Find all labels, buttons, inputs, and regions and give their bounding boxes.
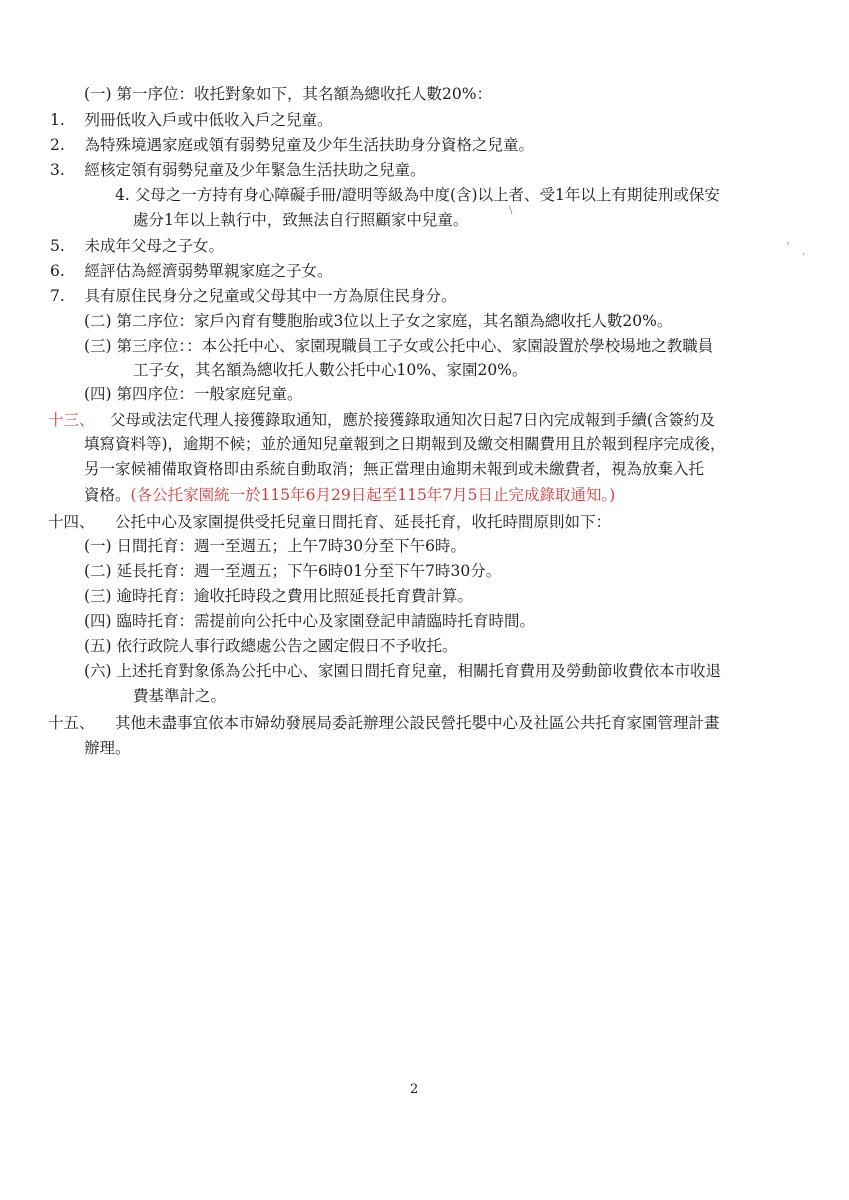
list-item-6: 6. 經評估為經濟弱勢單親家庭之子女。: [50, 262, 333, 280]
overtime-care: (三) 逾時托育：逾收托時段之費用比照延長托育費計算。: [84, 587, 474, 605]
care-fees-continued: 費基準計之。: [133, 687, 227, 705]
list-item-1: 1. 列冊低收入戶或中低收入戶之兒童。: [50, 111, 333, 129]
list-item-4: 4. 父母之一方持有身心障礙手冊/證明等級為中度(含)以上者、受1年以上有期徒刑或保安: [115, 186, 720, 204]
section-13-text-line-2: 填寫資料等)，逾期不候；並於通知兒童報到之日期報到及繳交相關費用且於報到程序完成後，: [84, 435, 726, 453]
section-13-eligibility-text: 資格。: [84, 486, 131, 504]
section-15-text: 其他未盡事宜依本市婦幼發展局委託辦理公設民營托嬰中心及社區公共托育家園管理計畫: [115, 714, 720, 732]
section-13-number: 十三、: [48, 411, 95, 429]
page-number: 2: [410, 1082, 419, 1097]
scan-speck: ·: [802, 250, 806, 261]
list-item-7: 7. 具有原住民身分之兒童或父母其中一方為原住民身分。: [50, 287, 457, 305]
fourth-priority: (四) 第四序位：一般家庭兒童。: [84, 385, 303, 403]
third-priority-continued: 工子女，其名額為總收托人數公托中心10%、家園20%。: [133, 361, 528, 379]
section-13-notice: (各公托家園統一於115年6月29日起至115年7月5日止完成錄取通知。): [130, 486, 616, 504]
temporary-care: (四) 臨時托育：需提前向公托中心及家園登記申請臨時托育時間。: [84, 612, 536, 630]
extended-care: (二) 延長托育：週一至週五；下午6時01分至下午7時30分。: [84, 562, 502, 580]
section-13-text-line-3: 另一家候補備取資格即由系統自動取消；無正當理由逾期未報到或未繳費者，視為放棄入托: [84, 460, 705, 478]
section-15-number: 十五、: [48, 714, 95, 732]
national-holidays: (五) 依行政院人事行政總處公告之國定假日不予收托。: [84, 637, 458, 655]
care-fees: (六) 上述托育對象係為公托中心、家園日間托育兒童，相關托育費用及勞動節收費依本市收退: [84, 662, 722, 680]
scan-speck: \: [509, 205, 513, 216]
second-priority: (二) 第二序位：家戶內育有雙胞胎或3位以上子女之家庭，其名額為總收托人數20%。: [84, 312, 673, 330]
third-priority: (三) 第三序位：：本公托中心、家園現職員工子女或公托中心、家園設置於學校場地之教職員: [84, 337, 714, 355]
section-13-text: 父母或法定代理人接獲錄取通知，應於接獲錄取通知次日起7日內完成報到手續(含簽約及: [110, 411, 715, 429]
first-priority-heading: (一) 第一序位：收托對象如下，其名額為總收托人數20%：: [84, 85, 492, 103]
daytime-care: (一) 日間托育：週一至週五；上午7時30分至下午6時。: [84, 537, 466, 555]
section-15-text-continued: 辦理。: [84, 739, 131, 757]
scan-speck: 、: [786, 236, 796, 247]
list-item-4-continued: 處分1年以上執行中，致無法自行照顧家中兒童。: [133, 211, 469, 229]
list-item-3: 3. 經核定領有弱勢兒童及少年緊急生活扶助之兒童。: [50, 161, 426, 179]
section-14-text: 公托中心及家園提供受托兒童日間托育、延長托育，收托時間原則如下：: [115, 513, 612, 531]
section-13-text-line-4: [84, 485, 615, 505]
list-item-5: 5. 未成年父母之子女。: [50, 237, 224, 255]
section-14-number: 十四、: [48, 513, 95, 531]
list-item-2: 2. 為特殊境遇家庭或領有弱勢兒童及少年生活扶助身分資格之兒童。: [50, 136, 534, 154]
